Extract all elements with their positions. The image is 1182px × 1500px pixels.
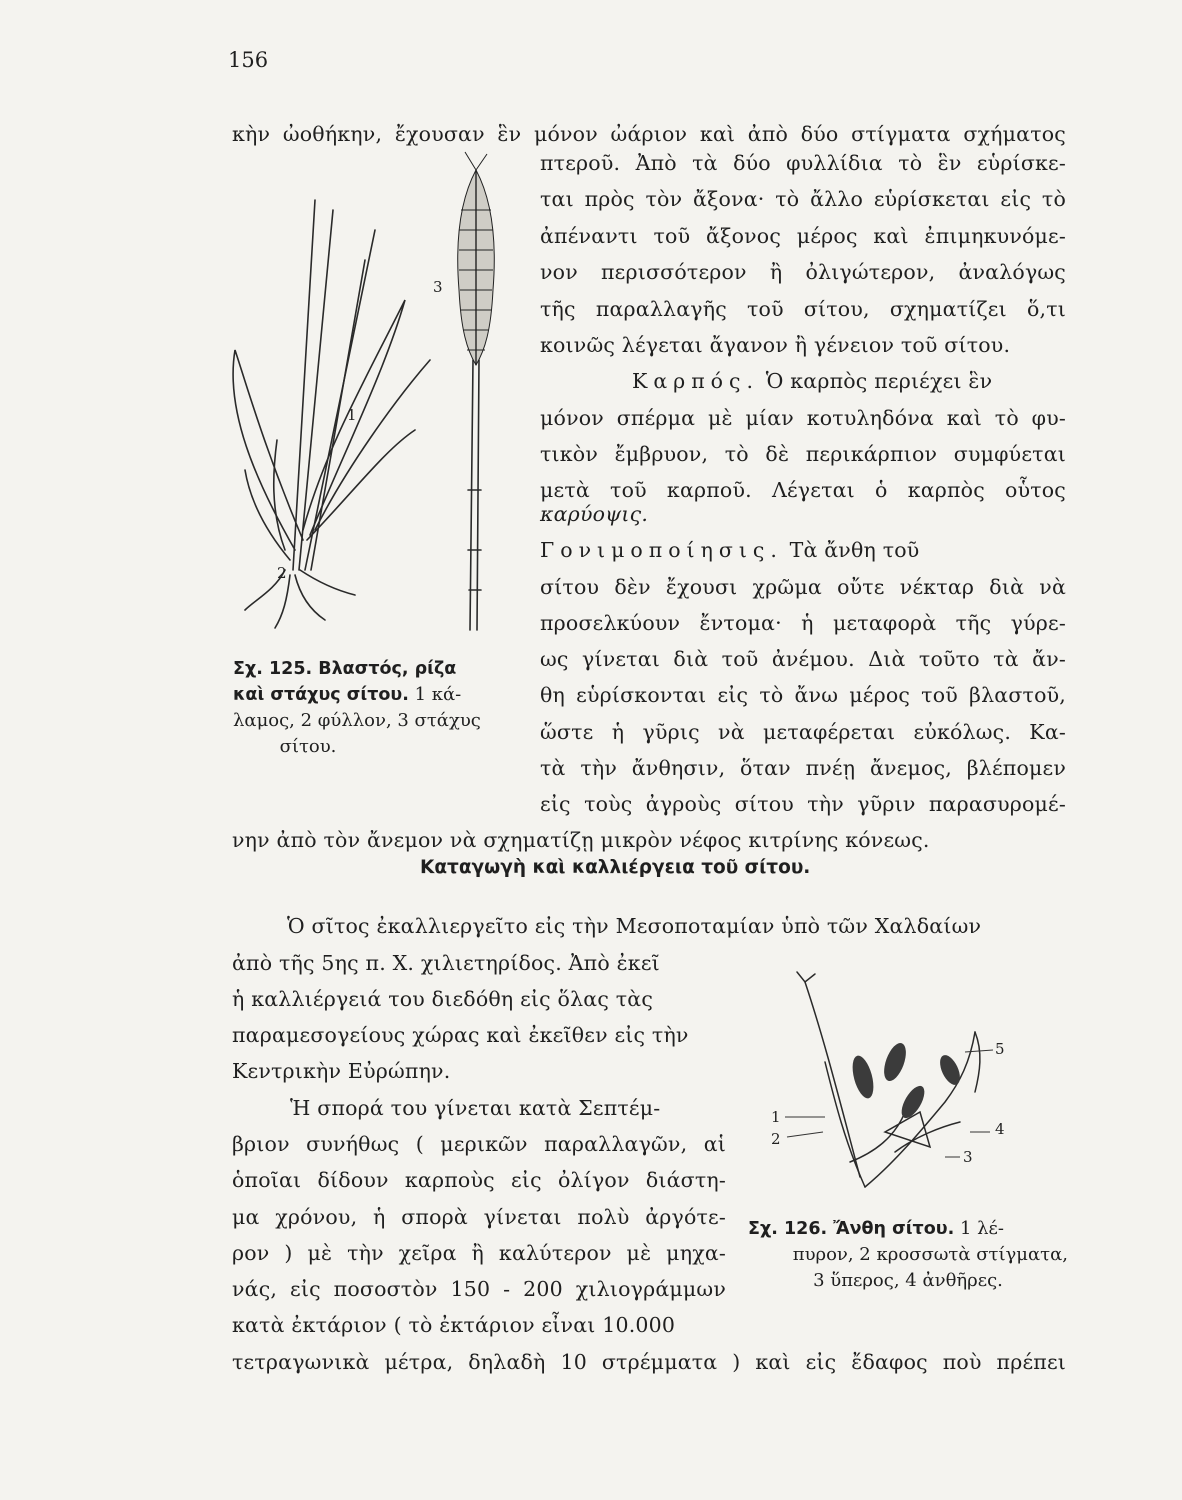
section-heading: Καταγωγὴ καὶ καλλιέργεια τοῦ σίτου.: [420, 857, 811, 878]
figure-label-2: 2: [277, 564, 287, 582]
caption-bold: καὶ στάχυς σίτου.: [233, 685, 409, 705]
text-line: μετὰ τοῦ καρποῦ. Λέγεται ὁ καρπὸς οὗτος: [540, 478, 1066, 502]
wheat-plant-illustration: [215, 150, 520, 650]
figure-label-4: 4: [995, 1120, 1005, 1138]
text-line: μόνον σπέρμα μὲ μίαν κοτυληδόνα καὶ τὸ φυ-: [540, 406, 1066, 430]
text-line: παραμεσογείους χώρας καὶ ἐκεῖθεν εἰς τὴν: [232, 1023, 689, 1047]
figure-125-caption: [233, 656, 523, 760]
text-line: βριον συνήθως ( μερικῶν παραλλαγῶν, αἱ: [232, 1132, 726, 1156]
text-line: Κεντρικὴν Εὐρώπην.: [232, 1059, 451, 1083]
text-line: κατὰ ἐκτάριον ( τὸ ἐκτάριον εἶναι 10.000: [232, 1313, 676, 1337]
text-line: θη εὑρίσκονται εἰς τὸ ἄνω μέρος τοῦ βλαστοῦ,: [540, 683, 1066, 707]
figure-126-caption: [748, 1216, 1068, 1294]
page-number: 156: [228, 48, 269, 72]
text-line: νάς, εἰς ποσοστὸν 150 - 200 χιλιογράμμων: [232, 1277, 726, 1301]
figure-label-1: 1: [347, 406, 357, 424]
caption-bold: Σχ. 126. Ἄνθη σίτου.: [748, 1219, 955, 1239]
text-line: εἰς τοὺς ἀγροὺς σίτου τὴν γῦριν παρασυρομέ-: [540, 792, 1066, 816]
figure-label-1: 1: [771, 1108, 781, 1126]
caption-text: 1 κά-: [408, 684, 462, 705]
caption-text: πυρον, 2 κροσσωτὰ στίγματα,: [792, 1244, 1068, 1265]
text-line: Ὁ σῖτος ἐκαλλιεργεῖτο εἰς τὴν Μεσοποταμίαν ὑπὸ τῶν Χαλδαίων: [287, 914, 982, 938]
text-line: ὥστε ἡ γῦρις νὰ μεταφέρεται εὐκόλως. Κα-: [540, 720, 1066, 744]
caption-text: λαμος, 2 φύλλον, 3 στάχυς: [233, 710, 481, 731]
text-line: ται πρὸς τὸν ἄξονα· τὸ ἄλλο εὑρίσκεται εἰς τὸ: [540, 187, 1066, 211]
figure-label-3: 3: [963, 1148, 973, 1166]
caption-bold: Σχ. 125. Βλαστός, ρίζα: [233, 659, 457, 679]
figure-label-2: 2: [771, 1130, 781, 1148]
text-line: ρον ) μὲ τὴν χεῖρα ἢ καλύτερον μὲ μηχα-: [232, 1241, 726, 1265]
text-line: πτεροῦ. Ἀπὸ τὰ δύο φυλλίδια τὸ ἓν εὑρίσκε-: [540, 151, 1066, 175]
text-line: τῆς παραλλαγῆς τοῦ σίτου, σχηματίζει ὅ,τι: [540, 297, 1066, 321]
caption-text: 1 λέ-: [954, 1218, 1004, 1239]
figure-label-3: 3: [433, 278, 443, 296]
text-line: σίτου δὲν ἔχουσι χρῶμα οὔτε νέκταρ διὰ νὰ: [540, 575, 1066, 599]
text-line: Ἡ σπορά του γίνεται κατὰ Σεπτέμ-: [290, 1096, 661, 1120]
text-line: τικὸν ἔμβρυον, τὸ δὲ περικάρπιον συμφύεται: [540, 442, 1066, 466]
text-line: ἀπὸ τῆς 5ης π. Χ. χιλιετηρίδος. Ἀπὸ ἐκεῖ: [232, 951, 660, 975]
text-line: τὰ τὴν ἄνθησιν, ὅταν πνέῃ ἄνεμος, βλέπομεν: [540, 756, 1066, 780]
text-line: ὁποῖαι δίδουν καρποὺς εἰς ὀλίγον διάστη-: [232, 1168, 726, 1192]
text-segment: Τὰ ἄνθη τοῦ: [782, 538, 920, 562]
text-line: τετραγωνικὰ μέτρα, δηλαδὴ 10 στρέμματα ) καὶ εἰς ἔδαφος ποὺ πρέπει: [232, 1350, 1066, 1374]
text-line: ως γίνεται διὰ τοῦ ἀνέμου. Διὰ τοῦτο τὰ ἄν-: [540, 647, 1066, 671]
text-line: [632, 367, 992, 395]
text-line: νον περισσότερον ἢ ὀλιγώτερον, ἀναλόγως: [540, 260, 1066, 284]
text-line: νην ἀπὸ τὸν ἄνεμον νὰ σχηματίζῃ μικρὸν νέφος κιτρίνης κόνεως.: [232, 828, 930, 852]
text-line: κὴν ὠοθήκην, ἔχουσαν ἓν μόνον ὠάριον καὶ ἀπὸ δύο στίγματα σχήματος: [232, 122, 1066, 146]
text-line: μα χρόνου, ἡ σπορὰ γίνεται πολὺ ἀργότε-: [232, 1205, 726, 1229]
figure-label-5: 5: [995, 1040, 1005, 1058]
section-title-karpos: Καρπός.: [632, 369, 760, 393]
text-line: κοινῶς λέγεται ἄγανον ἢ γένειον τοῦ σίτου.: [540, 333, 1011, 357]
wheat-flower-illustration: [745, 962, 1045, 1202]
text-line: καρύοψις.: [540, 502, 649, 526]
caption-text: 3 ὕπερος, 4 ἀνθῆρες.: [813, 1270, 1003, 1291]
text-segment: Ὁ καρπὸς περιέχει ἓν: [759, 369, 993, 393]
text-line: ἀπέναντι τοῦ ἄξονος μέρος καὶ ἐπιμηκυνόμε-: [540, 224, 1066, 248]
caption-text: σίτου.: [279, 736, 337, 757]
text-line: [540, 536, 919, 564]
text-line: προσελκύουν ἔντομα· ἡ μεταφορὰ τῆς γύρε-: [540, 611, 1066, 635]
section-title-gonimopoiisis: Γονιμοποίησις.: [540, 538, 783, 562]
text-line: ἡ καλλιέργειά του διεδόθη εἰς ὅλας τὰς: [232, 987, 654, 1011]
